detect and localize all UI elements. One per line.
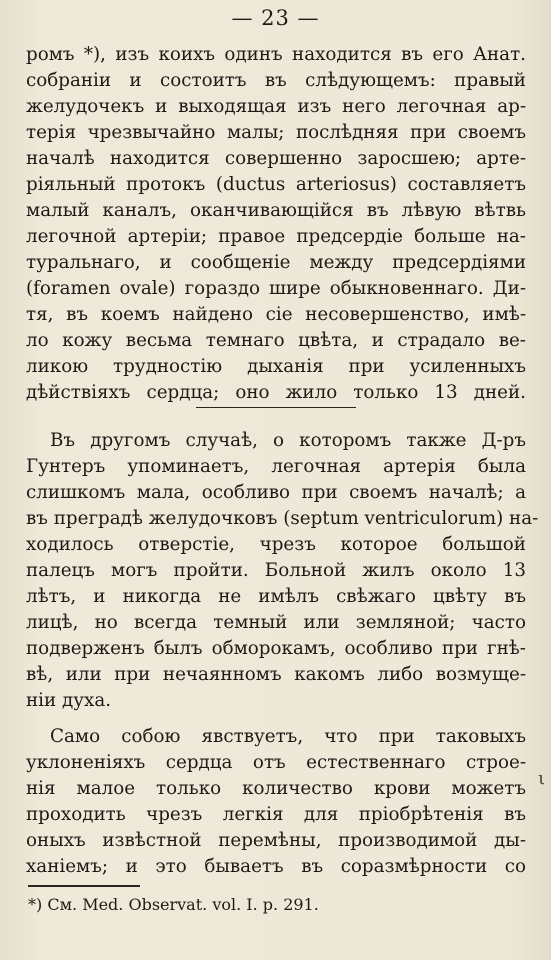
text-line: (foramen ovale) гораздо шире обыкновеннаго. Ди-	[26, 278, 526, 299]
text-line: лѣтъ, и никогда не имѣлъ свѣжаго цвѣту въ	[26, 586, 526, 607]
text-line: ханіемъ; и это бываетъ въ соразмѣрности со	[26, 856, 526, 877]
text-line: въ преградѣ желудочковъ (septum ventriculorum) на-	[26, 508, 539, 529]
text-line: ликою трудностію дыханія при усиленныхъ	[26, 356, 526, 377]
text-line: Гунтеръ упоминаетъ, легочная артерія была	[26, 456, 526, 477]
text-line: ріяльный протокъ (ductus arteriosus) составляетъ	[26, 174, 526, 195]
paragraph-separator	[196, 407, 356, 408]
text-line: уклоненіяхъ сердца отъ естественнаго строе-	[26, 752, 526, 773]
margin-mark: ι	[538, 768, 546, 789]
text-line: собраніи и состоитъ въ слѣдующемъ: правый	[26, 70, 526, 91]
text-line: оныхъ извѣстной перемѣны, производимой ды-	[26, 830, 526, 851]
footnote-rule	[28, 885, 140, 887]
text-line: слишкомъ мала, особливо при своемъ началѣ; а	[26, 482, 526, 503]
text-line: желудочекъ и выходящая изъ него легочная ар-	[26, 96, 526, 117]
text-line: тя, въ коемъ найдено сіе несовершенство, имѣ-	[26, 304, 526, 325]
text-line: ходилось отверстіе, чрезъ которое большой	[26, 534, 526, 555]
footnote: *) См. Med. Observat. vol. I. p. 291.	[28, 895, 319, 914]
text-line: терія чрезвычайно малы; послѣдняя при своемъ	[26, 122, 526, 143]
text-line: вѣ, или при нечаянномъ какомъ либо возмуще-	[26, 664, 526, 685]
text-line: малый каналъ, оканчивающійся въ лѣвую вѣтвь	[26, 200, 526, 221]
text-line: ніи духа.	[26, 690, 112, 711]
text-line: ромъ *), изъ коихъ одинъ находится въ его Анат.	[26, 44, 526, 65]
text-line: туральнаго, и сообщеніе между предсердіями	[26, 252, 526, 273]
text-line: началѣ находится совершенно заросшею; арте-	[26, 148, 526, 169]
text-line: палецъ могъ пройти. Больной жилъ около 13	[26, 560, 526, 581]
text-line: легочной артеріи; правое предсердіе больше на-	[26, 226, 526, 247]
text-line: проходить чрезъ легкія для пріобрѣтенія въ	[26, 804, 526, 825]
text-line: лицѣ, но всегда темный или земляной; часто	[26, 612, 526, 633]
text-line: нія малое только количество крови можетъ	[26, 778, 526, 799]
text-line: Само собою явствуетъ, что при таковыхъ	[50, 726, 526, 747]
text-line: ло кожу весьма темнаго цвѣта, и страдало ве-	[26, 330, 526, 351]
text-line: подверженъ былъ обморокамъ, особливо при гнѣ-	[26, 638, 526, 659]
text-line: Въ другомъ случаѣ, о которомъ также Д-ръ	[50, 430, 526, 451]
text-line: дѣйствіяхъ сердца; оно жило только 13 дней.	[26, 382, 526, 403]
page-number: — 23 —	[231, 6, 320, 30]
